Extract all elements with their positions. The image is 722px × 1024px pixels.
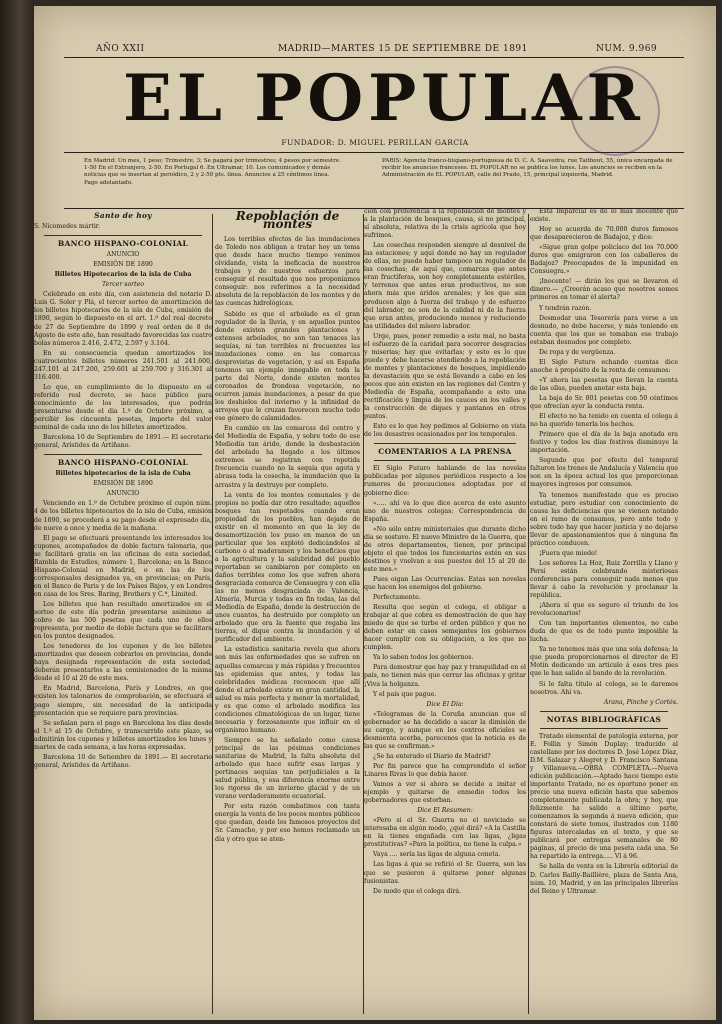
- column-3: [364, 208, 526, 1018]
- section-heading: COMENTARIOS A LA PRENSA: [378, 447, 512, 457]
- quote-heading: Dice El Día:: [426, 700, 464, 708]
- bank-emission: EMISIÓN DE 1890: [93, 261, 153, 269]
- paragraph: Esto es lo que hoy pedimos al Gobierno en vista de los desastres ocasionados por los temporales.: [364, 423, 526, 439]
- founder-line: FUNDADOR: D. MIGUEL PERILLAN GARCIA: [281, 138, 469, 147]
- paragraph: Desmodar una Tesorería para verse a un desnudo, no debe hacerse, y más teniendo en cuenta que los que se tomaban ese trabajo estaban desnudos por completo.: [530, 314, 678, 346]
- paragraph: La estadística sanitaria revela que ahora son más las enfermedades que se sufren en aquellas comarcas y más rápidas y frecuentes las epidemias que antes, y todas las celebridades médicas reconocen que allí donde el arbolado existe en gran cantidad, la salud es más perfecta y menor la mortalidad, y es que como el arbolado modifica las condiciones climatológicas de un lugar, tiene necesaria y forzosamente que influir en el organismo humano.: [215, 646, 360, 734]
- paragraph: Urge, pues, poner remedio a este mal, no basta el esfuerzo de la caridad para socorrer desgracias y miserias; hay que evitarlas; y esto es lo que puede y debe hacerse atendiendo a la repoblación de montes y plantaciones de bosques, impidiendo la devastación que se está llevando a cabo en los pocos que aún existen en las regiones del Centro y Mediodía de España, acompañando a esto una rectificación y limpia de los cauces en los valles y la construcción de diques y pantanos en otros puntos.: [364, 332, 526, 421]
- separator: [44, 454, 202, 455]
- saint-text: S. Nicomedes mártir.: [34, 223, 101, 231]
- paragraph: Pues oigan Las Ocurrencias. Estas son novelas que hacen los enemigos del gobierno.: [364, 575, 526, 592]
- separator: [540, 728, 668, 729]
- paragraph: Los señores La Hoz, Ruiz Zorrilla y Llano y Persi están celebrando misteriosas conferencias para conseguir nada menos que llevar á cabo la revolución y proclamar la república.: [530, 559, 678, 600]
- paragraph: Resulta que según el colega, el obligar a trabajar al que cobra es demostración de que hay miedo de que se turbe el orden público y que no deben estar en casos semejantes los gobiernos hacer cumplir con su obligación, a los que no cumplen.: [364, 604, 526, 652]
- masthead-title: EL POPULAR: [123, 61, 645, 136]
- separator: [374, 460, 516, 461]
- paragraph: En su consecuencia quedan amortizados los cuatrocientos billetes números 241.501 al 241.600, 247.101 al 247.200, 259.601 al 259.700 y 316.301 al 316.400.: [34, 349, 212, 381]
- paragraph: Para demostrar que hay paz y tranquilidad en el país, no tienen más que cerrar las oficinas y gritar ¡Viva la holganza.: [364, 664, 526, 688]
- paragraph: Vaya .... sería las ligas de alguna coneta.: [373, 851, 501, 859]
- paragraph: Los tenedores de los cupones y de los billetes amortizados que deseen cobrarlos en provincias, donde haya designada representación de esta sociedad, deberán presentarlos a las comisionados de la misma desde el 10 al 20 de este mes.: [34, 643, 212, 683]
- paragraph: Ya no tenemos más que una sola defensa; la que pueda proporcionarnos el director de El Motín dedicando un artículo á esos tres pies que le han salido al bando de la revolución.: [530, 646, 678, 678]
- paragraph: Las ligas á que se refirió el Sr. Guerra, son las que se pusieron á quitarse poner algunas fusionistas.: [364, 861, 526, 885]
- paragraph: Lo que, en cumplimiento de lo dispuesto en el referido real decreto, se hace público para conocimiento de los interesados, que podrán presentarse desde el día 1.º de Octubre próximo, a percibir los cincuenta pesetas, importe del valor nominal de cada uno de los billetes amortizados.: [34, 383, 212, 432]
- bank-draw: Tercer sorteo: [101, 281, 145, 289]
- masthead-rule: [64, 152, 684, 153]
- paragraph: En Madrid, Barcelona, París y Londres, en que existen los talonarios de comprobación, se efectuará el pago siempre, sin necesidad de la anticipada presentación que se requiere para provincias.: [34, 685, 212, 717]
- separator: [540, 711, 668, 712]
- paragraph: «Sigue gran golpe policíaco del los 70.000 duros que emigraron con los caballeros de Badajoz? Preocupados de la impunidad en Consuegra.»: [530, 244, 678, 276]
- paragraph: Hoy se acuerda de 70.000 duros famosos que desaparecieron de Badajoz, y dice:: [530, 226, 678, 242]
- paragraph: Se señalan para el pago en Barcelona los días desde el 1.º al 15 de Octubre, y transcurrido este plazo, se admitirán los cupones y billetes amortizados los lunes y martes de cada semana, a las horas expresadas.: [34, 719, 212, 751]
- paragraph: Sabido es que el arbolado es el gran regulador de la lluvia, y en aquellos puntos donde existen grandes plantaciones y extensos arbolados, no son tan tenaces las sequías, ni tan terribles ni frecuentes las inundaciones como en las comarcas desprovistas de vegetación, y así en España tenemos un ejemplo innegable en toda la parte del Norte, donde existen montes coronados de frondosa vegetación, no ocurren jamás inundaciones, a pesar de que los deshielos del invierno y la infinidad de arroyos que le cruzan favorecen mucho todo ese género de calamidades.: [215, 310, 360, 423]
- paragraph: Tratado elemental de patología externa, por E. Follin y Simón Duplay; traducido al castellano por los doctores D. José López Díaz, D.M. Salazar y Alegret y D. Francisco Santana y Villanueva.—OBRA COMPLETA.—Nueva edición publicación.—Aptado hace tiempo este importante Tratado, no es oportuno poner en precio una nueva edición hasta que sabemos completamente publicada la obra; y hoy, que felizmente ha salido a último parte, comenzamos la segunda á nueva edición, que constará de siete tomos, ilustrados con 1180 figuras intercaladas en el texto, y que se publicará por entregas semanales de 80 páginas, al precio de una peseta cada una. Se ha repartido la entrega..... Vl á 96.: [530, 732, 678, 861]
- paragraph: Por esta razón combatimos con tanta energía la venta de los pocos montes públicos que quedan, desde los famosos proyectos del Sr. Camacho, y por eso hemos reclamado un día y otro que se aten-: [215, 803, 360, 843]
- paragraph: Y el país que pague.: [373, 690, 437, 698]
- paragraph: Vamos a ver si ahora se decide a imitar el ejemplo y quitarse de enmedio todos los gobernadores que estorban.: [364, 781, 526, 805]
- bank2-bills-title: Billetes hipotecarios de la isla de Cuba: [55, 470, 191, 478]
- bank2-subheading: ANUNCIO: [106, 490, 140, 498]
- bank-bills-title: Billetes Hipotecarios de la isla de Cuba: [54, 271, 192, 279]
- paragraph: Primero que el día de la baja anotada era festivo y todos los días festivos disminuye la importación.: [530, 431, 678, 455]
- column-1: [34, 208, 212, 1018]
- paragraph: Y tendrán razón.: [539, 304, 592, 312]
- column-4: [530, 208, 678, 1018]
- paragraph: De ropa y de vergüenza.: [539, 348, 616, 356]
- year-label: AÑO XXII: [96, 44, 145, 54]
- paragraph: De modo que el colega dirá.: [373, 887, 462, 895]
- subscription-info: En Madrid: Un mes, 1 peso; Trimestre, 3; Se pagará por trimestres; 4 pesos por semestre. 1-50 En el Extranjero, 2-50. En Portugal 6. En Ultramar, 10. Los comunicados y demás noticias que se insertan al periódico, 2 y 2-50 pts. línea. Anuncios a 25 céntimos línea. Pago adelantado.: [84, 158, 341, 186]
- signature: Arana, Pinche y Cortés.: [603, 698, 678, 706]
- paragraph: Los billetes que han resultado amortizados en el sorteo de este día podrán presentarse asimismo al cobro de las 500 pesetas que cada uno de ellos representa, por medio de doble factura que se facilitará en los puntos designados.: [34, 600, 212, 641]
- paragraph: «Telegramas de la Coruña anuncian que el gobernador se ha decidido a sacar la dimisión de su cargo, y aunque en los centros oficiales se desmienta acerba, parecenos que la noticia es de las que se confirman.»: [364, 710, 526, 750]
- paragraph: «Pero si el Sr. Guerra no el noviciado se interesaba en algún modo, ¿qué dirá? «A la Castilla en la tienes engañada con las ligas, ¿ligas prostitutivas? «Para la política, no tiene la culpa.»: [364, 817, 526, 849]
- separator: [374, 443, 516, 444]
- paragraph: ¡Fuera que miedo!: [539, 549, 598, 557]
- paragraph: La venta de los montes comunales y de propios no podía dar otro resultado; aquellos bosques tan respetados cuando eran propiedad de los pueblos, han dejado de existir en el momento en que la ley de desamortización los puso en manos de un particular que los explotó dedicándolos al carbono o al maderamen y los beneficios que a la agricultura y la salubridad del pueblo reportaban se cambiaron por completo en daños terribles como los que sufren ahora desgraciada comarca de Consuegra y con ella las no menos desgraciada de Valencia, Almería, Murcia y todas en fin todas, las del Mediodía de España, donde la destrucción de unos cuantos, ha destruido por completo un arbolado que era la fuente que regaba las tierras, el dique contra la inundación y el purificador del ambiente.: [215, 491, 360, 644]
- paragraph: «Y ahora las pesetas que llevan la cuenta de las ollas, pueden anotar esta baja.: [530, 376, 678, 392]
- paragraph: Venciendo en 1.º de Octubre próximo el cupón núm. 4 de los billetes hipotecarios de la isla de Cuba, emisión de 1890, se procederá a su pago desde el expresado día, de nueve a once y media de la mañana.: [34, 500, 212, 532]
- paragraph: Con tan importantes elementos, no cabe duda de que es de todo punto imposible la lucha.: [530, 620, 678, 644]
- paragraph: Barcelona 10 de Septiembre de 1891.— El secretario general, Arístides de Artíñano.: [34, 434, 212, 450]
- paragraph: Siempre se ha señalado como causa principal de las pésimas condiciones sanitarias de Madrid, la falta absoluta del arbolado que hace sufrir esas largas y pertinaces sequías tan perjudiciales a la salud pública, y esa diferencia enorme entre los rigores de un invierno glacial y de un verano verdaderamente ecuatorial.: [215, 736, 360, 801]
- column-rule-1: [212, 214, 213, 1014]
- article-title: Repoblación de montes: [235, 209, 340, 232]
- top-rule: [64, 57, 684, 58]
- paragraph: Se halla de venta en la Librería editorial de D. Carlos Bailly-Baillière, plaza de Santa Ana, núm. 10, Madrid, y en las principales librerías del Reino y Ultramar.: [530, 863, 678, 895]
- bank2-emission: EMISIÓN DE 1890: [93, 480, 153, 488]
- bank2-heading: BANCO HISPANO-COLONIAL: [57, 458, 189, 468]
- paragraph: El Siglo Futuro hablando de las novelas publicadas por algunos periódicos respecto a los rumores de precauciones adoptadas por el gobierno dice:: [364, 465, 526, 497]
- paragraph: El pago se efectuará presentando los interesados los cupones, acompañados de doble factura talonaria, que se facilitará gratis en las oficinas de esta sociedad, Rambla de Estudios, número 1, Barcelona; en la Banco Hispano-Colonial en Madrid, o en las de los corresponsales designados ya, en provincias; en París, en el Banco de Paris y de los Países Bajos, y en Londres en casa de los Sres. Baring, Brothers y C.ª, Limited.: [34, 534, 212, 598]
- paragraph: Si le falta título al colega, se le daremos nosotros. Ahí va.: [530, 680, 678, 696]
- quote-heading: Dice El Resumen:: [417, 807, 473, 815]
- paragraph: El Siglo Futuro echando cuentas dice anoche á propósito de la renta de consumos:: [530, 358, 678, 374]
- issue-number: NUM. 9.969: [596, 44, 658, 54]
- book-binding: [0, 0, 34, 1024]
- paragraph: ¡Inocente! — dirán los que se llevaron el dinero.— ¿Creerán acaso que nosotros somos primeros en tomar el alerta?: [530, 278, 678, 302]
- paragraph: «No sólo entre ministeriales que durante dicho día se sostuvo. El nuevo Ministro de la Guerra, que de otros departamentos, tienen, por principal objeto el que todos los funcionarios estén en sus destinos y vuelvan a sus puestos del 15 al 20 de este mes.»: [364, 525, 526, 573]
- paragraph: Las cosechas responden siempre al desnivel de las estaciones; y aquí donde no hay un regulador de ellas, no puede haber tampoco un regulador de las cosechas; de aquí que, comarcas que antes eran fructíferas, son hoy completamente estériles, y terrenos que antes eran productivos, no son ahora más que áridos arenales; y los que aún producen algo á fuerza del trabajo y de esfuerzo del labrador, no son de la calidad ni de la fuerza que eran antes, produciendo menos y reduciendo las utilidades del mísero labrador.: [364, 242, 526, 330]
- paragraph: ¿Se ha enterado el Diario de Madrid?: [373, 752, 491, 760]
- column-2: [215, 208, 360, 1018]
- bank-subheading: ANUNCIO: [106, 251, 140, 259]
- paris-agency-info: PARIS: Agencia franco-hispano-portuguesa de D. C. A. Saavedra, rue Taitbout, 55, única encargada de recibir los anuncios franceses. EL POPULAR no se publica los lunes. Los anuncios se reciben en la Administración de EL POPULAR, calle del Prado, 15, principal izquierda, Madrid.: [382, 158, 673, 179]
- dateline: MADRID—MARTES 15 DE SEPTIEMBRE DE 1891: [278, 44, 528, 54]
- paragraph: Barcelona 10 de Setiembre de 1891.— El secretario general, Arístides de Artíñano.: [34, 753, 212, 769]
- paragraph: «..... ahí va lo que dice acerca de este asunto uno de nuestros colegas: Correspondencia de España.: [364, 499, 526, 523]
- paragraph: El efecto no ha tenido en cuenta el colega á no ha querido tenerla los hechos.: [530, 413, 678, 429]
- paragraph: Ya tenemos manifestado que es preciso estudiar, pero estudiar con conocimiento de causa las deficiencias que se vienen notando en el ramo de consumos, pero ante todo y sobre todo hay que hacer justicia y no dejarse llevar de apasionamientos que á ninguna fin práctico conducen.: [530, 491, 678, 547]
- paragraph: ción con preferencia a la repoblación de montes y a la plantación de bosques, causa, si no principal, sí absoluta, relativa de la crisis agrícola que hoy sufrimos.: [364, 208, 526, 240]
- paragraph: Celebrado en este día, con asistencia del notario D. Luis G. Soler y Plá, el tercer sorteo de amortización de los billetes hipotecarios de la isla de Cuba, emisión de 1890, según lo dispuesto en el art. 1.º del real decreto de 27 de Septiembre de 1890 y real orden de 8 de Agosto de este año, han resultado favorecidas las cuatro bolas números 2.416, 2.472, 2.597 y 3.164.: [34, 291, 212, 347]
- paragraph: Por fin parece que ha comprendido el señor Linares Rivas lo que debía hacer.: [364, 762, 526, 778]
- paragraph: ¡Ahora sí que es seguro el triunfo de los revolucionarios!: [530, 602, 678, 618]
- column-rule-3: [528, 214, 529, 1014]
- paragraph: En cambio en las comarcas del centro y del Mediodía de España, y sobre todo de ese Mediodía tan árido, donde la desbastación del arbolado ha llegado a los últimos extremos se registran con repetida frecuencia cuando no la sequía que agota y abrasa toda la cosecha, la inundación que la arrastra y la destruye por completo.: [215, 425, 360, 489]
- paragraph: Esta Imparcial es de lo más inocente que existe.: [530, 208, 678, 224]
- paragraph: Segundo que por efecto del temporal faltaron los trenes de Andalucía y Valencia que son en la época actual los que proporcionan mayores ingresos por consumos.: [530, 457, 678, 489]
- paragraph: La baja de Sr. 801 pesetas con 50 céntimos que ofrecían ayer la conducta renta.: [530, 394, 678, 411]
- paragraph: Perfectamente.: [373, 594, 421, 602]
- notes-heading: NOTAS BIBLIOGRÁFICAS: [546, 714, 662, 724]
- paragraph: Los terribles efectos de las inundaciones de Toledo nos obligan a tratar hoy un tema que desde hace mucho tiempo venimos olvidando, vista la ineficacia de nuestros trabajos y de nuestros esfuerzos para conseguir el resultado que nos proponíamos conseguir: nos referimos a la necesidad absoluta de la repoblación de los montes y de las cuencas hidrológicas.: [215, 236, 360, 308]
- bank-heading: BANCO HISPANO-COLONIAL: [57, 239, 189, 249]
- paragraph: Ya lo saben todos los gobiernos.: [373, 654, 474, 662]
- separator: [44, 235, 202, 236]
- saint-heading: Santo de hoy: [94, 211, 152, 220]
